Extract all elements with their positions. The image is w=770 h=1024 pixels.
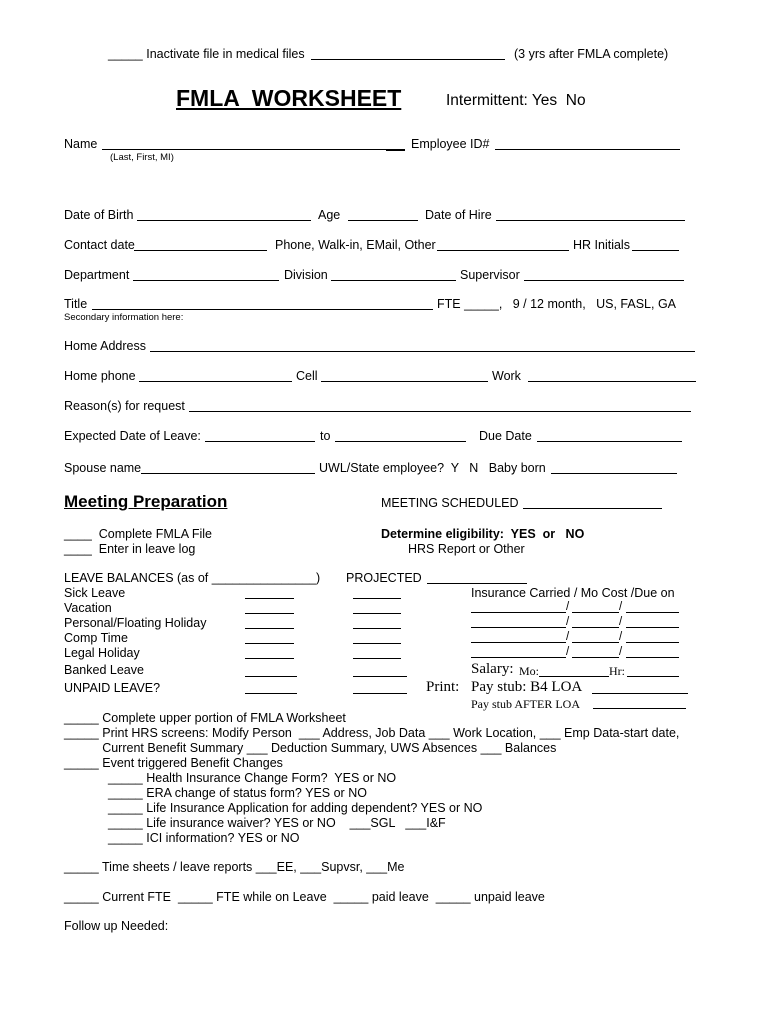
expected-leave-label: Expected Date of Leave: — [64, 429, 201, 443]
contact-method-field[interactable] — [437, 250, 569, 251]
secondary-info-label: Secondary information here: — [64, 312, 184, 323]
cell-label: Cell — [296, 369, 318, 383]
hr-initials-field[interactable] — [632, 250, 679, 251]
insurance-carried-field[interactable] — [471, 627, 566, 628]
name-field-underscore — [386, 150, 405, 151]
projected-label: PROJECTED — [346, 571, 422, 585]
work-phone-label: Work — [492, 369, 521, 383]
leave-type-label: Sick Leave — [64, 586, 126, 600]
inactivate-file-label: _____ Inactivate file in medical files — [108, 47, 305, 61]
age-field[interactable] — [348, 220, 418, 221]
due-date-label: Due Date — [479, 429, 532, 443]
job-title-field[interactable] — [92, 309, 433, 310]
pay-stub-b4-field[interactable] — [592, 693, 688, 694]
name-label: Name — [64, 137, 98, 151]
balance-current-field[interactable] — [245, 598, 294, 599]
insurance-due-field[interactable] — [626, 642, 679, 643]
benefit-subitem[interactable]: _____ Health Insurance Change Form? YES or NO — [108, 771, 397, 785]
insurance-carried-field[interactable] — [471, 642, 566, 643]
leave-type-label: Banked Leave — [64, 663, 144, 677]
inactivate-date-field[interactable] — [311, 59, 505, 60]
hire-date-field[interactable] — [496, 220, 685, 221]
salary-hourly-field[interactable] — [627, 676, 679, 677]
spouse-name-field[interactable] — [141, 473, 315, 474]
pay-stub-after-label: Pay stub AFTER LOA — [471, 697, 581, 711]
checklist-item[interactable]: _____ Event triggered Benefit Changes — [64, 756, 283, 770]
leave-type-label: Personal/Floating Holiday — [64, 616, 207, 630]
employee-id-field[interactable] — [495, 149, 680, 150]
supervisor-field[interactable] — [524, 280, 684, 281]
eligibility-label[interactable]: Determine eligibility: YES or NO — [381, 527, 585, 541]
balance-projected-field[interactable] — [353, 643, 401, 644]
fte-appointment-label[interactable]: FTE _____, 9 / 12 month, US, FASL, GA — [437, 297, 677, 311]
contact-date-label: Contact date — [64, 238, 135, 252]
complete-fmla-file-item[interactable]: ____ Complete FMLA File — [64, 527, 212, 541]
meeting-preparation-heading: Meeting Preparation — [64, 492, 228, 511]
balance-current-field[interactable] — [245, 628, 294, 629]
hire-date-label: Date of Hire — [425, 208, 492, 222]
balance-projected-field[interactable] — [353, 598, 401, 599]
leave-end-field[interactable] — [335, 441, 466, 442]
salary-label: Salary: — [471, 661, 514, 677]
leave-type-label: Legal Holiday — [64, 646, 140, 660]
leave-type-label: Comp Time — [64, 631, 128, 645]
leave-log-item[interactable]: ____ Enter in leave log — [64, 542, 196, 556]
fte-item[interactable]: _____ Current FTE _____ FTE while on Leave _____ paid leave _____ unpaid leave — [64, 890, 545, 904]
reason-field[interactable] — [189, 411, 691, 412]
balance-current-field[interactable] — [245, 613, 294, 614]
projected-field[interactable] — [427, 583, 527, 584]
reason-label: Reason(s) for request — [64, 399, 185, 413]
home-address-label: Home Address — [64, 339, 146, 353]
employee-id-label: Employee ID# — [411, 137, 490, 151]
leave-balances-header: LEAVE BALANCES (as of _______________) — [64, 571, 321, 585]
balance-projected-field[interactable] — [353, 628, 401, 629]
salary-hourly-label: Hr: — [609, 664, 625, 678]
insurance-carried-field[interactable] — [471, 612, 566, 613]
cell-field[interactable] — [321, 381, 488, 382]
insurance-cost-field[interactable] — [572, 657, 619, 658]
spouse-name-label: Spouse name — [64, 461, 142, 475]
balance-projected-field[interactable] — [353, 613, 401, 614]
home-address-field[interactable] — [150, 351, 695, 352]
baby-born-field[interactable] — [551, 473, 677, 474]
pay-stub-after-field[interactable] — [593, 708, 686, 709]
department-field[interactable] — [133, 280, 279, 281]
to-label: to — [320, 429, 331, 443]
leave-type-label: UNPAID LEAVE? — [64, 681, 161, 695]
follow-up-label: Follow up Needed: — [64, 919, 169, 933]
benefit-subitem[interactable]: _____ ICI information? YES or NO — [108, 831, 300, 845]
checklist-item[interactable]: Current Benefit Summary ___ Deduction Summary, UWS Absences ___ Balances — [64, 741, 557, 755]
meeting-scheduled-label: MEETING SCHEDULED — [381, 496, 519, 510]
work-phone-field[interactable] — [528, 381, 696, 382]
home-phone-label: Home phone — [64, 369, 136, 383]
page-title: FMLA WORKSHEET — [176, 85, 402, 111]
insurance-due-field[interactable] — [626, 627, 679, 628]
division-label: Division — [284, 268, 328, 282]
balance-current-field[interactable] — [245, 676, 297, 677]
department-label: Department — [64, 268, 130, 282]
hr-initials-label: HR Initials — [573, 238, 630, 252]
balance-projected-field[interactable] — [353, 658, 401, 659]
insurance-cost-field[interactable] — [572, 627, 619, 628]
checklist-item[interactable]: _____ Print HRS screens: Modify Person ___ Address, Job Data ___ Work Location, ___ Emp Data-start date, — [64, 726, 680, 740]
dob-label: Date of Birth — [64, 208, 134, 222]
balance-current-field[interactable] — [245, 693, 297, 694]
balance-projected-field[interactable] — [353, 676, 407, 677]
checklist-item[interactable]: _____ Complete upper portion of FMLA Worksheet — [64, 711, 346, 725]
insurance-cost-field[interactable] — [572, 642, 619, 643]
contact-date-field[interactable] — [134, 250, 267, 251]
insurance-due-field[interactable] — [626, 657, 679, 658]
benefit-subitem[interactable]: _____ Life insurance waiver? YES or NO ___SGL ___I&F — [108, 816, 446, 830]
salary-monthly-label: Mo: — [519, 664, 540, 678]
name-field[interactable] — [102, 149, 405, 150]
benefit-subitem[interactable]: _____ ERA change of status form? YES or NO — [108, 786, 367, 800]
insurance-carried-field[interactable] — [471, 657, 566, 658]
home-phone-field[interactable] — [139, 381, 292, 382]
insurance-due-field[interactable] — [626, 612, 679, 613]
division-field[interactable] — [331, 280, 456, 281]
contact-method-label: Phone, Walk-in, EMail, Other — [275, 238, 436, 252]
name-hint: (Last, First, MI) — [110, 152, 174, 163]
balance-current-field[interactable] — [245, 643, 294, 644]
pay-stub-b4-label: Pay stub: B4 LOA — [471, 679, 583, 695]
leave-type-label: Vacation — [64, 601, 112, 615]
balance-current-field[interactable] — [245, 658, 294, 659]
benefit-subitem[interactable]: _____ Life Insurance Application for adding dependent? YES or NO — [108, 801, 483, 815]
intermittent-option[interactable]: Intermittent: Yes No — [446, 92, 586, 109]
salary-monthly-field[interactable] — [539, 676, 609, 677]
insurance-cost-field[interactable] — [572, 612, 619, 613]
supervisor-label: Supervisor — [460, 268, 520, 282]
timesheets-item[interactable]: _____ Time sheets / leave reports ___EE, ___Supvsr, ___Me — [64, 860, 405, 874]
print-label: Print: — [426, 679, 460, 695]
job-title-label: Title — [64, 297, 88, 311]
balance-projected-field[interactable] — [353, 693, 407, 694]
uwl-employee-label[interactable]: UWL/State employee? Y N Baby born — [319, 461, 546, 475]
age-label: Age — [318, 208, 341, 222]
retention-note: (3 yrs after FMLA complete) — [514, 47, 669, 61]
leave-start-field[interactable] — [205, 441, 315, 442]
due-date-field[interactable] — [537, 441, 682, 442]
insurance-header: Insurance Carried / Mo Cost /Due on — [471, 586, 675, 600]
hrs-report-label: HRS Report or Other — [408, 542, 525, 556]
meeting-scheduled-field[interactable] — [523, 508, 662, 509]
dob-field[interactable] — [137, 220, 311, 221]
